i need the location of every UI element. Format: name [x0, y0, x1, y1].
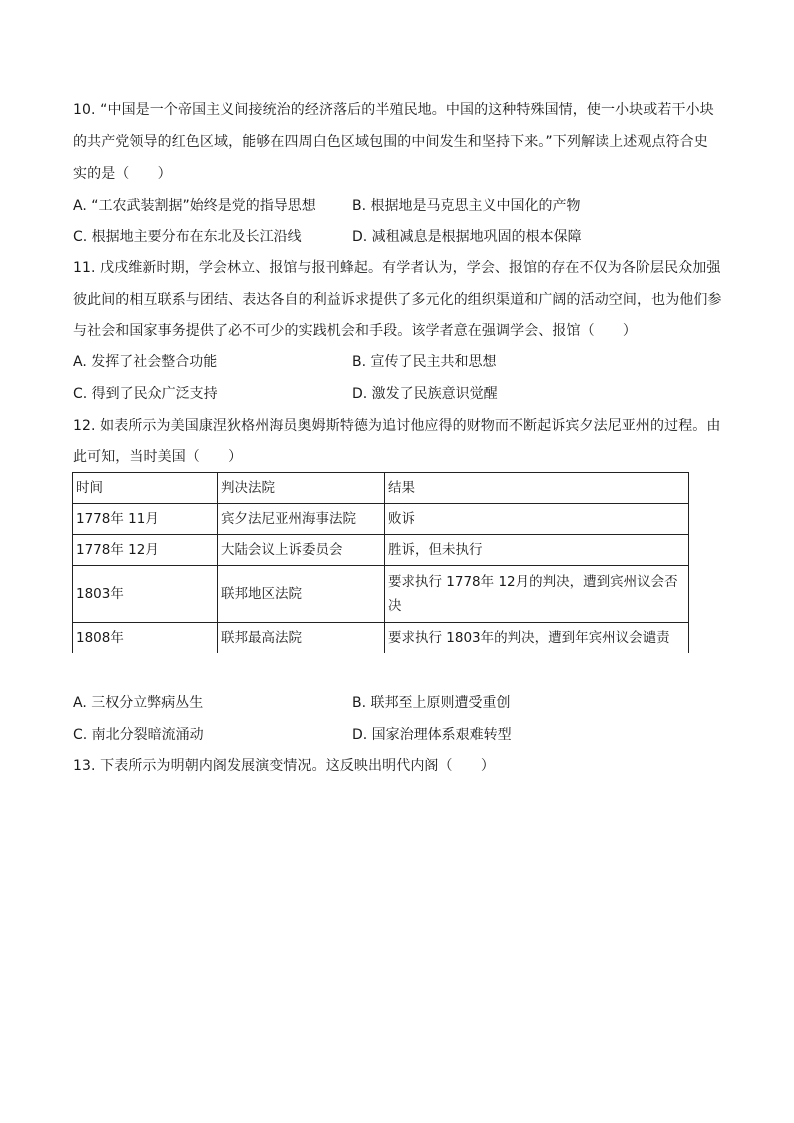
table-cell: 1808年 — [73, 623, 218, 654]
q12-option-d[interactable]: D. 国家治理体系艰难转型 — [352, 727, 512, 743]
table-header-row — [73, 473, 689, 504]
table-cell: 要求执行 1778年 12月的判决，遭到宾州议会否决 — [385, 566, 689, 623]
q11-option-d[interactable]: D. 激发了民族意识觉醒 — [352, 386, 498, 402]
q13-stem-line-1: 13. 下表所示为明朝内阁发展演变情况。这反映出明代内阁（ ） — [73, 758, 495, 774]
q10-stem-line-3: 实的是（ ） — [73, 166, 172, 182]
q11-option-a[interactable]: A. 发挥了社会整合功能 — [73, 354, 218, 370]
table-row — [73, 535, 689, 566]
q10-option-b[interactable]: B. 根据地是马克思主义中国化的产物 — [352, 198, 581, 214]
table-header-cell: 结果 — [385, 473, 689, 504]
table-cell: 宾夕法尼亚州海事法院 — [218, 504, 385, 535]
q10-option-d[interactable]: D. 减租减息是根据地巩固的根本保障 — [352, 229, 582, 245]
q10-option-a[interactable]: A. “工农武装割据”始终是党的指导思想 — [73, 198, 316, 214]
table-header-cell: 判决法院 — [218, 473, 385, 504]
q11-option-b[interactable]: B. 宣传了民主共和思想 — [352, 354, 497, 370]
table-cell: 联邦最高法院 — [218, 623, 385, 654]
q11-stem-line-2: 彼此间的相互联系与团结、表达各自的利益诉求提供了多元化的组织渠道和广阔的活动空间，也为他们参 — [73, 292, 722, 308]
q12-option-c[interactable]: C. 南北分裂暗流涌动 — [73, 727, 204, 743]
q12-stem-line-1: 12. 如表所示为美国康涅狄格州海员奥姆斯特德为追讨他应得的财物而不断起诉宾夕法尼亚州的过程。由 — [73, 418, 721, 434]
table-cell: 胜诉，但未执行 — [385, 535, 689, 566]
table-cell: 要求执行 1803年的判决，遭到年宾州议会谴责 — [385, 623, 689, 654]
q11-option-c[interactable]: C. 得到了民众广泛支持 — [73, 386, 218, 402]
table-row — [73, 504, 689, 535]
q10-stem-line-1: 10. “中国是一个帝国主义间接统治的经济落后的半殖民地。中国的这种特殊国情，使一小块或若干小块 — [73, 102, 714, 118]
q12-court-table — [72, 472, 689, 653]
table-cell: 1803年 — [73, 566, 218, 623]
table-cell: 大陆会议上诉委员会 — [218, 535, 385, 566]
q10-stem-line-2: 的共产党领导的红色区域，能够在四周白色区域包围的中间发生和坚持下来。”下列解读上述观点符合史 — [73, 134, 708, 150]
q12-option-b[interactable]: B. 联邦至上原则遭受重创 — [352, 695, 511, 711]
table-cell: 败诉 — [385, 504, 689, 535]
q11-stem-line-3: 与社会和国家事务提供了必不可少的实践机会和手段。该学者意在强调学会、报馆（ ） — [73, 323, 637, 339]
q11-stem-line-1: 11. 戊戌维新时期，学会林立、报馆与报刊蜂起。有学者认为，学会、报馆的存在不仅为各阶层民众加强 — [73, 260, 721, 276]
table-header-cell: 时间 — [73, 473, 218, 504]
q12-stem-line-2: 此可知，当时美国（ ） — [73, 449, 243, 465]
table-cell: 1778年 11月 — [73, 504, 218, 535]
q12-option-a[interactable]: A. 三权分立弊病丛生 — [73, 695, 204, 711]
q10-option-c[interactable]: C. 根据地主要分布在东北及长江沿线 — [73, 229, 302, 245]
table-cell: 联邦地区法院 — [218, 566, 385, 623]
table-row — [73, 566, 689, 623]
table-cell: 1778年 12月 — [73, 535, 218, 566]
table-row — [73, 623, 689, 654]
